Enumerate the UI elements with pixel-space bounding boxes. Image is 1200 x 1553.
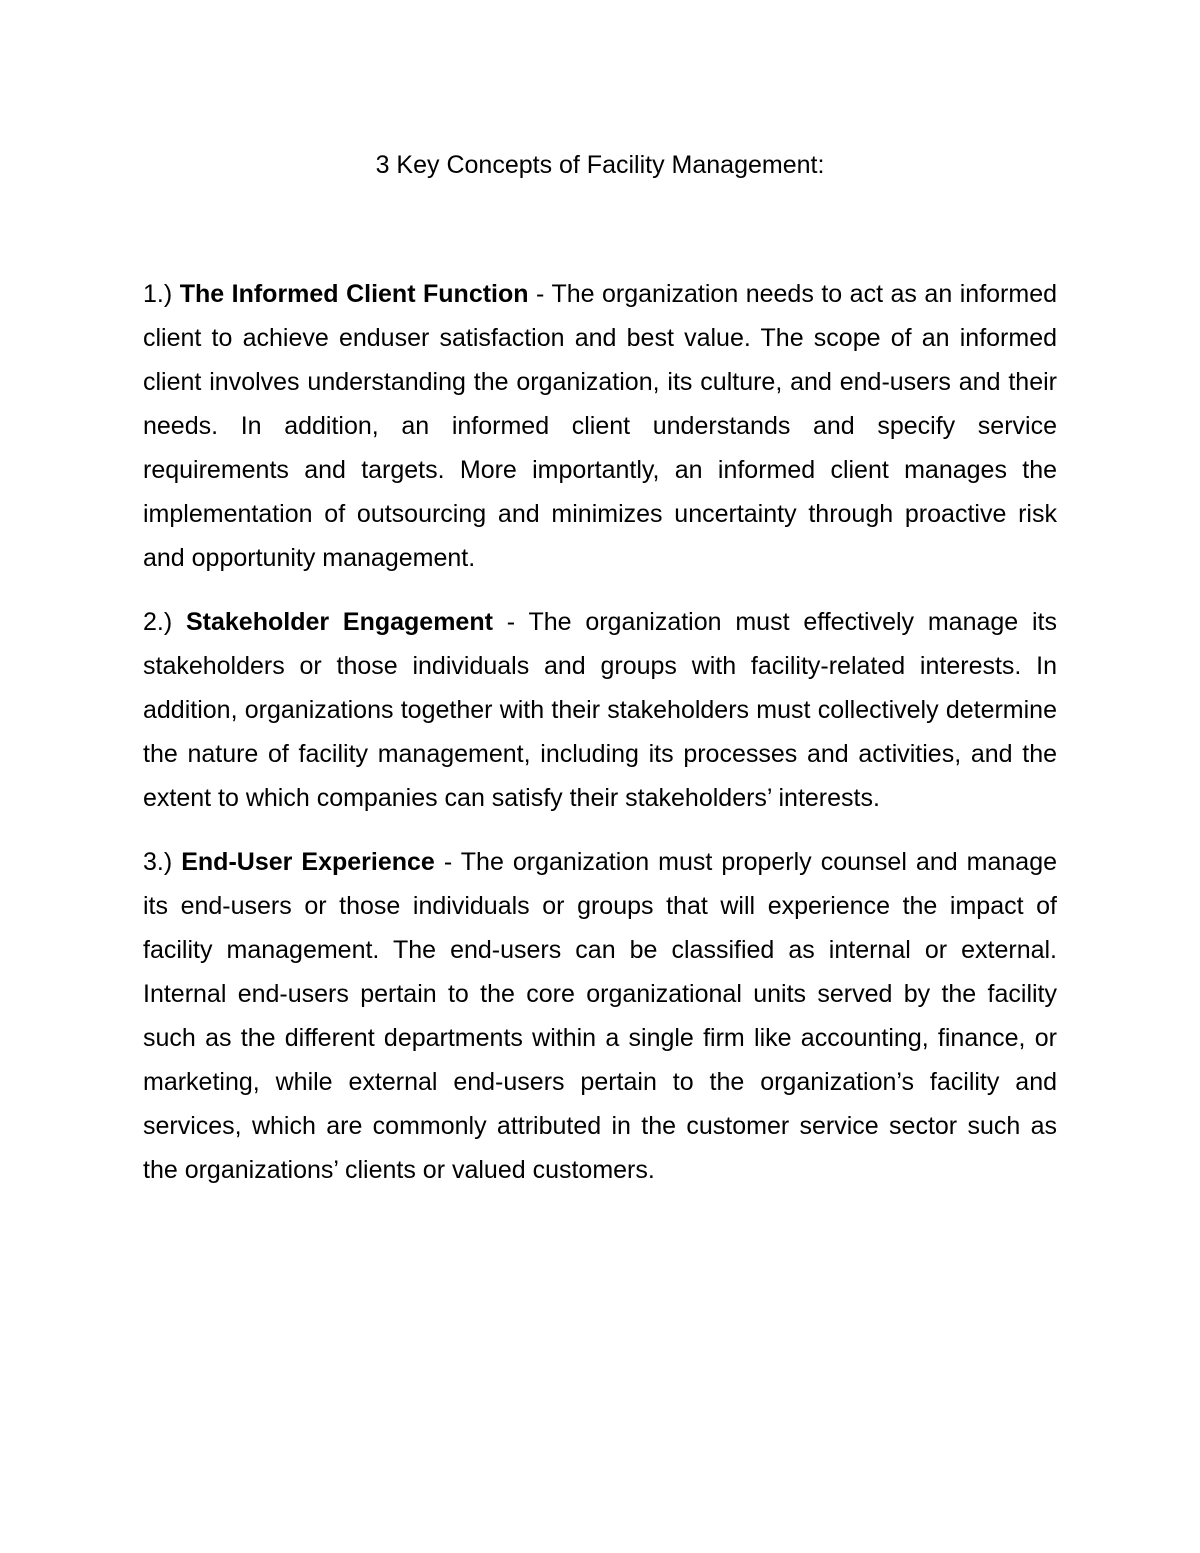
section-1-paragraph xyxy=(143,272,1057,580)
section-2-text: The organization must effectively manage its stakeholders or those individuals and groups with facility-related interests. In addition, organizations together with their stakeholders must collectively determine the nature of facility management, including its processes and activities, and the extent to which companies can satisfy their stakeholders’ interests. xyxy=(143,608,1057,812)
document-title: 3 Key Concepts of Facility Management: xyxy=(375,151,825,179)
section-2-number: 2.) xyxy=(143,608,173,636)
section-1-separator: - xyxy=(528,280,552,308)
section-3-text: The organization must properly counsel and manage its end-users or those individuals or groups that will experience the impact of facility management. The end-users can be classified as internal or external. Internal end-users pertain to the core organizational units served by the facility such as the different departments within a single firm like accounting, finance, or marketing, while external end-users pertain to the organization’s facility and services, which are commonly attributed in the customer service sector such as the organizations’ clients or valued customers. xyxy=(143,848,1058,1184)
section-1-text: The organization needs to act as an informed client to achieve enduser satisfaction and best value. The scope of an informed client involves understanding the organization, its culture, and end-users and their needs. In addition, an informed client understands and specify service requirements and targets. More importantly, an informed client manages the implementation of outsourcing and minimizes uncertainty through proactive risk and opportunity management. xyxy=(143,280,1057,572)
section-3-separator: - xyxy=(434,848,461,876)
section-1-heading: The Informed Client Function xyxy=(179,280,529,308)
section-2-paragraph xyxy=(143,600,1057,820)
document-body xyxy=(143,272,1057,1212)
section-1-number: 1.) xyxy=(143,280,173,308)
section-2-heading: Stakeholder Engagement xyxy=(186,608,493,636)
section-3-heading: End-User Experience xyxy=(181,848,435,876)
section-3-number: 3.) xyxy=(143,848,173,876)
section-3-paragraph xyxy=(143,840,1057,1192)
section-2-separator: - xyxy=(492,608,529,636)
